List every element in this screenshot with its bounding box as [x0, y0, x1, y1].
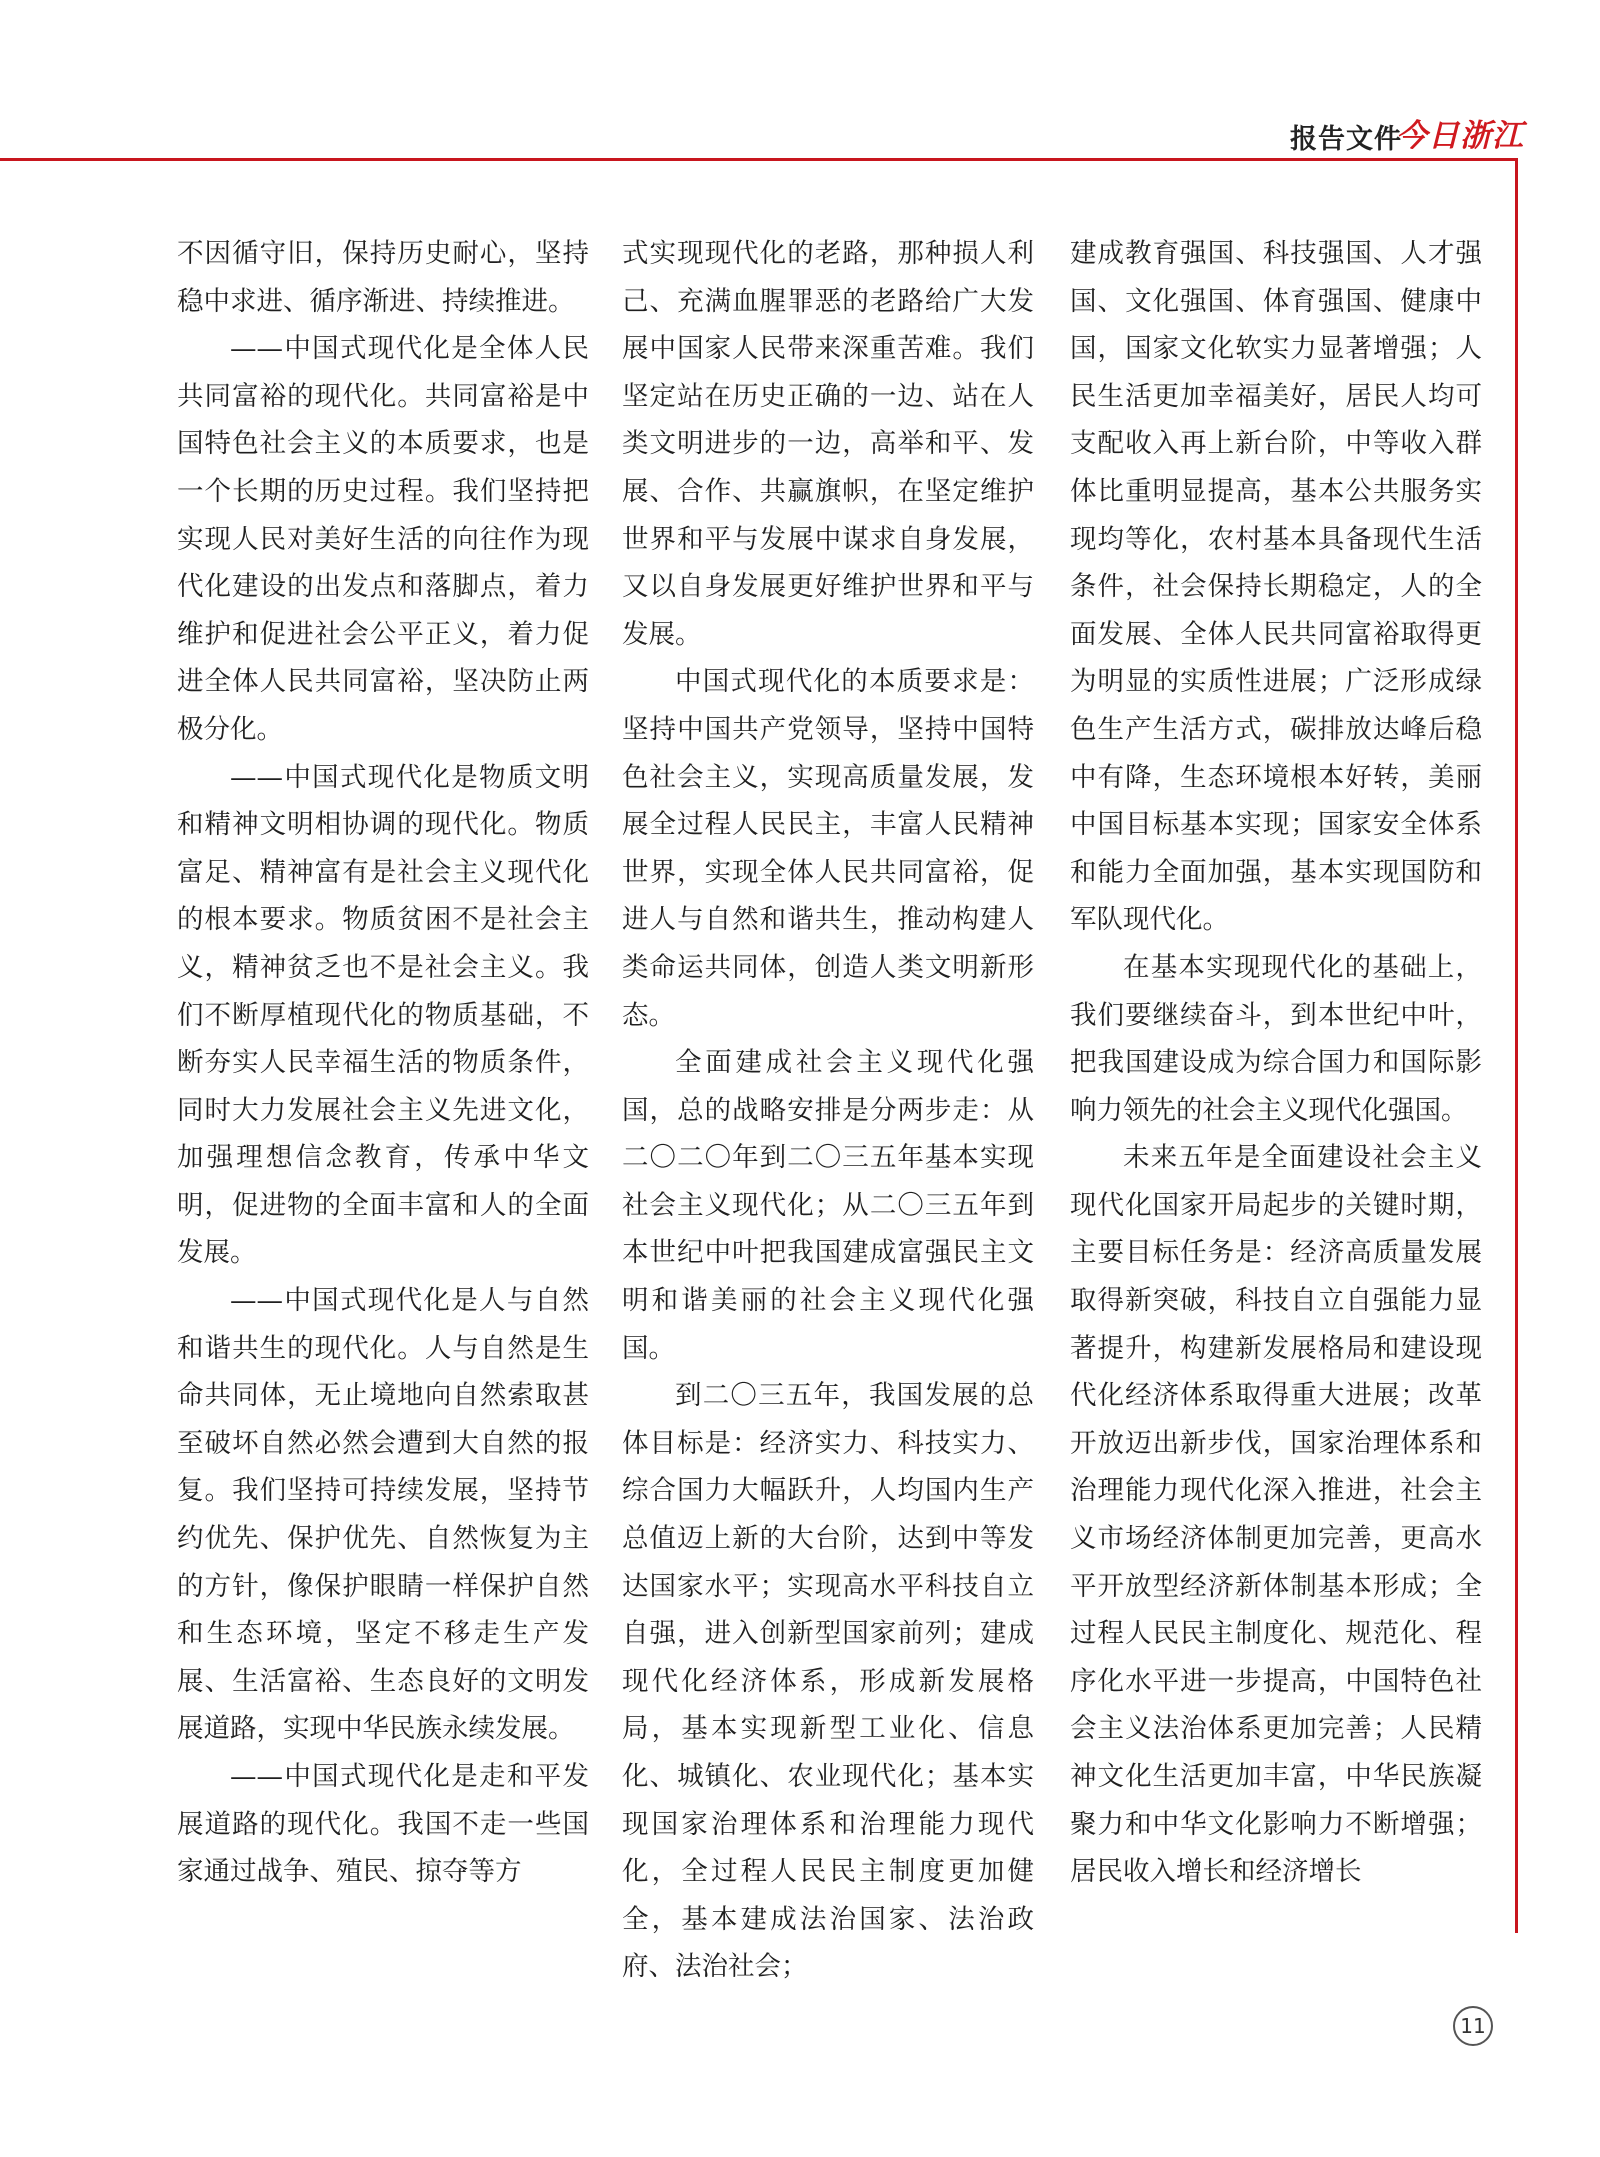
brand-logo: 今日浙江 — [1396, 118, 1524, 154]
side-rule — [1515, 158, 1518, 1933]
paragraph: 建成教育强国、科技强国、人才强国、文化强国、体育强国、健康中国，国家文化软实力显著增强；人民生活更加幸福美好，居民人均可支配收入再上新台阶，中等收入群体比重明显提高，基本公共服务实现均等化，农村基本具备现代生活条件，社会保持长期稳定，人的全面发展、全体人民共同富裕取得更为明显的实质性进展；广泛形成绿色生产生活方式，碳排放达峰后稳中有降，生态环境根本好转，美丽中国目标基本实现；国家安全体系和能力全面加强，基本实现国防和军队现代化。 — [1070, 238, 1482, 936]
text-column-1 — [177, 230, 589, 1950]
paragraph: ——中国式现代化是全体人民共同富裕的现代化。共同富裕是中国特色社会主义的本质要求，也是一个长期的历史过程。我们坚持把实现人民对美好生活的向往作为现代化建设的出发点和落脚点，着力维护和促进社会公平正义，着力促进全体人民共同富裕，坚决防止两极分化。 — [177, 333, 589, 745]
paragraph: 式实现现代化的老路，那种损人利己、充满血腥罪恶的老路给广大发展中国家人民带来深重苦难。我们坚定站在历史正确的一边、站在人类文明进步的一边，高举和平、发展、合作、共赢旗帜，在坚定维护世界和平与发展中谋求自身发展，又以自身发展更好维护世界和平与发展。 — [622, 238, 1034, 650]
section-label: 报告文件 — [1290, 124, 1402, 155]
paragraph: ——中国式现代化是物质文明和精神文明相协调的现代化。物质富足、精神富有是社会主义现代化的根本要求。物质贫困不是社会主义，精神贫乏也不是社会主义。我们不断厚植现代化的物质基础，不断夯实人民幸福生活的物质条件，同时大力发展社会主义先进文化，加强理想信念教育，传承中华文明，促进物的全面丰富和人的全面发展。 — [177, 761, 589, 1269]
text-column-3 — [1070, 230, 1482, 1950]
paragraph: ——中国式现代化是人与自然和谐共生的现代化。人与自然是生命共同体，无止境地向自然索取甚至破坏自然必然会遭到大自然的报复。我们坚持可持续发展，坚持节约优先、保护优先、自然恢复为主的方针，像保护眼睛一样保护自然和生态环境，坚定不移走生产发展、生活富裕、生态良好的文明发展道路，实现中华民族永续发展。 — [177, 1285, 589, 1745]
paragraph: 全面建成社会主义现代化强国，总的战略安排是分两步走：从二〇二〇年到二〇三五年基本实现社会主义现代化；从二〇三五年到本世纪中叶把我国建成富强民主文明和谐美丽的社会主义现代化强国。 — [622, 1047, 1034, 1364]
paragraph: 中国式现代化的本质要求是：坚持中国共产党领导，坚持中国特色社会主义，实现高质量发展，发展全过程人民民主，丰富人民精神世界，实现全体人民共同富裕，促进人与自然和谐共生，推动构建人类命运共同体，创造人类文明新形态。 — [622, 666, 1034, 1031]
paragraph: 在基本实现现代化的基础上，我们要继续奋斗，到本世纪中叶，把我国建设成为综合国力和国际影响力领先的社会主义现代化强国。 — [1070, 951, 1482, 1126]
paragraph: 到二〇三五年，我国发展的总体目标是：经济实力、科技实力、综合国力大幅跃升，人均国内生产总值迈上新的大台阶，达到中等发达国家水平；实现高水平科技自立自强，进入创新型国家前列；建成现代化经济体系，形成新发展格局，基本实现新型工业化、信息化、城镇化、农业现代化；基本实现国家治理体系和治理能力现代化，全过程人民民主制度更加健全，基本建成法治国家、法治政府、法治社会； — [622, 1380, 1034, 1983]
paragraph: 未来五年是全面建设社会主义现代化国家开局起步的关键时期，主要目标任务是：经济高质量发展取得新突破，科技自立自强能力显著提升，构建新发展格局和建设现代化经济体系取得重大进展；改革开放迈出新步伐，国家治理体系和治理能力现代化深入推进，社会主义市场经济体制更加完善，更高水平开放型经济新体制基本形成；全过程人民民主制度化、规范化、程序化水平进一步提高，中国特色社会主义法治体系更加完善；人民精神文化生活更加丰富，中华民族凝聚力和中华文化影响力不断增强；居民收入增长和经济增长 — [1070, 1142, 1482, 1888]
paragraph: ——中国式现代化是走和平发展道路的现代化。我国不走一些国家通过战争、殖民、掠夺等方 — [177, 1761, 589, 1888]
text-column-2 — [622, 230, 1034, 1983]
header-rule — [0, 158, 1518, 161]
paragraph: 不因循守旧，保持历史耐心，坚持稳中求进、循序渐进、持续推进。 — [177, 238, 589, 317]
page-number: 11 — [1453, 2006, 1493, 2046]
